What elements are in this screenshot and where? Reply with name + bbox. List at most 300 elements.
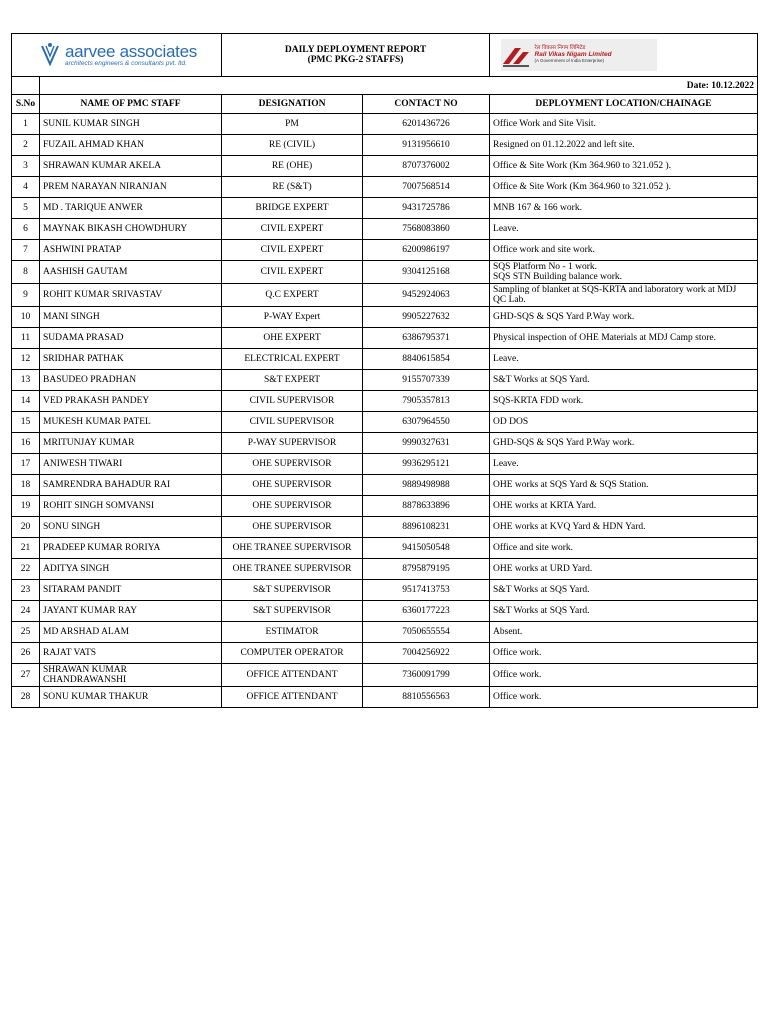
- cell-name-text: BASUDEO PRADHAN: [43, 375, 137, 385]
- cell-designation-text: OHE EXPERT: [263, 333, 321, 343]
- cell-contact-text: 9131956610: [402, 140, 450, 150]
- cell-name: [40, 433, 222, 454]
- cell-sno-text: 18: [20, 480, 31, 490]
- cell-name: [40, 349, 222, 370]
- cell-name-text: MD ARSHAD ALAM: [43, 627, 130, 637]
- cell-contact-text: 8840615854: [402, 354, 450, 364]
- cell-contact: [363, 475, 490, 496]
- cell-name: [40, 687, 222, 708]
- aarvee-logo: [12, 34, 221, 76]
- cell-name-text: FUZAIL AHMAD KHAN: [43, 140, 144, 150]
- cell-location-text: Office & Site Work (Km 364.960 to 321.052 ).: [493, 161, 672, 171]
- cell-designation-text: PM: [285, 119, 299, 129]
- cell-location: [490, 391, 758, 412]
- cell-designation-text: S&T SUPERVISOR: [253, 585, 332, 595]
- cell-designation: [222, 370, 363, 391]
- table-row: [12, 412, 758, 433]
- cell-sno: [12, 601, 40, 622]
- cell-sno: [12, 454, 40, 475]
- cell-sno-text: 14: [20, 396, 31, 406]
- cell-name: [40, 135, 222, 156]
- cell-name: [40, 328, 222, 349]
- table-row: [12, 622, 758, 643]
- cell-name-text: SONU KUMAR THAKUR: [43, 692, 149, 702]
- cell-designation: [222, 687, 363, 708]
- cell-location-text: MNB 167 & 166 work.: [493, 203, 582, 213]
- cell-name: [40, 622, 222, 643]
- cell-contact-text: 8896108231: [402, 522, 450, 532]
- rvnl-logo: [501, 39, 657, 71]
- cell-designation-text: RE (S&T): [272, 182, 312, 192]
- cell-location-text: Sampling of blanket at SQS-KRTA and laboratory work at MDJ: [493, 285, 737, 295]
- cell-designation: [222, 538, 363, 559]
- cell-name-text: MD . TARIQUE ANWER: [43, 203, 143, 213]
- cell-sno-text: 16: [20, 438, 31, 448]
- cell-sno: [12, 412, 40, 433]
- cell-designation-text: Q.C EXPERT: [265, 290, 319, 300]
- cell-location: [490, 370, 758, 391]
- cell-location-text: OHE works at URD Yard.: [493, 564, 593, 574]
- cell-designation: [222, 454, 363, 475]
- cell-location-text: Office and site work.: [493, 543, 574, 553]
- cell-name: [40, 538, 222, 559]
- cell-contact: [363, 328, 490, 349]
- cell-name-text: MAYNAK BIKASH CHOWDHURY: [43, 224, 188, 234]
- cell-location-text: OD DOS: [493, 417, 529, 427]
- cell-location-text: S&T Works at SQS Yard.: [493, 585, 590, 595]
- cell-contact-text: 7568083860: [402, 224, 450, 234]
- table-row: [12, 349, 758, 370]
- cell-location: [490, 601, 758, 622]
- cell-designation: [222, 559, 363, 580]
- cell-designation-text: P-WAY SUPERVISOR: [247, 438, 337, 448]
- cell-location: [490, 261, 758, 284]
- cell-location-text: SQS-KRTA FDD work.: [493, 396, 584, 406]
- cell-sno-text: 7: [23, 245, 28, 255]
- rvnl-logo-hindi: रेल विकास निगम लिमिटेड: [534, 45, 586, 52]
- table-row: [12, 219, 758, 240]
- cell-name-text: ROHIT SINGH SOMVANSI: [43, 501, 155, 511]
- cell-designation-text: CIVIL EXPERT: [260, 267, 324, 277]
- table-row: [12, 664, 758, 687]
- rvnl-emblem-icon: [501, 42, 531, 68]
- cell-designation: [222, 517, 363, 538]
- cell-contact: [363, 412, 490, 433]
- cell-contact-text: 9936295121: [402, 459, 450, 469]
- cell-sno: [12, 261, 40, 284]
- cell-designation-text: OFFICE ATTENDANT: [246, 692, 338, 702]
- cell-contact-text: 6200986197: [402, 245, 450, 255]
- cell-sno-text: 19: [20, 501, 31, 511]
- cell-contact: [363, 198, 490, 219]
- cell-contact-text: 6386795371: [402, 333, 450, 343]
- cell-location: [490, 559, 758, 580]
- cell-location-text: Office work and site work.: [493, 245, 595, 255]
- cell-location-text: Office work.: [493, 670, 542, 680]
- table-row: [12, 687, 758, 708]
- table-row: [12, 156, 758, 177]
- report-title-line2: (PMC PKG-2 STAFFS): [307, 55, 404, 65]
- cell-contact-text: 8878633896: [402, 501, 450, 511]
- cell-designation-text: OFFICE ATTENDANT: [246, 670, 338, 680]
- cell-name: [40, 664, 222, 687]
- table-row: [12, 114, 758, 135]
- cell-contact-text: 9990327631: [402, 438, 450, 448]
- cell-sno: [12, 433, 40, 454]
- aarvee-logo-icon: [38, 42, 62, 68]
- table-row: [12, 559, 758, 580]
- cell-sno-text: 13: [20, 375, 31, 385]
- cell-sno-text: 1: [23, 119, 28, 129]
- cell-location-text: QC Lab.: [493, 295, 526, 305]
- cell-sno-text: 8: [23, 267, 28, 277]
- cell-designation: [222, 156, 363, 177]
- cell-name-text: JAYANT KUMAR RAY: [43, 606, 138, 616]
- cell-contact-text: 9452924063: [402, 290, 450, 300]
- cell-contact: [363, 433, 490, 454]
- cell-designation: [222, 261, 363, 284]
- col-header-location: DEPLOYMENT LOCATION/CHAINAGE: [490, 95, 758, 114]
- cell-contact: [363, 156, 490, 177]
- cell-sno: [12, 664, 40, 687]
- cell-designation-text: OHE SUPERVISOR: [252, 480, 332, 490]
- cell-name-text: ADITYA SINGH: [43, 564, 110, 574]
- rvnl-logo-name: Rail Vikas Nigam Limited: [534, 51, 612, 59]
- cell-location: [490, 433, 758, 454]
- cell-contact-text: 8707376002: [402, 161, 450, 171]
- report-date: Date: 10.12.2022: [40, 77, 758, 95]
- cell-name: [40, 517, 222, 538]
- cell-designation: [222, 412, 363, 433]
- cell-name: [40, 391, 222, 412]
- cell-contact-text: 9889498988: [402, 480, 450, 490]
- cell-location: [490, 496, 758, 517]
- cell-name: [40, 559, 222, 580]
- cell-location-text: OHE works at KVQ Yard & HDN Yard.: [493, 522, 646, 532]
- table-row: [12, 135, 758, 156]
- cell-designation: [222, 240, 363, 261]
- cell-designation: [222, 114, 363, 135]
- cell-designation-text: CIVIL SUPERVISOR: [249, 417, 335, 427]
- cell-sno: [12, 135, 40, 156]
- cell-name: [40, 307, 222, 328]
- cell-designation-text: CIVIL EXPERT: [260, 245, 324, 255]
- table-row: [12, 517, 758, 538]
- cell-sno: [12, 370, 40, 391]
- cell-designation-text: ELECTRICAL EXPERT: [244, 354, 340, 364]
- cell-location-text: GHD-SQS & SQS Yard P.Way work.: [493, 312, 635, 322]
- cell-name-text: SITARAM PANDIT: [43, 585, 122, 595]
- report-title: [222, 34, 490, 77]
- cell-designation-text: S&T EXPERT: [264, 375, 321, 385]
- cell-designation: [222, 219, 363, 240]
- cell-name: [40, 177, 222, 198]
- cell-designation: [222, 135, 363, 156]
- cell-name-text: SHRAWAN KUMAR AKELA: [43, 161, 161, 171]
- cell-designation: [222, 664, 363, 687]
- cell-name: [40, 261, 222, 284]
- cell-contact: [363, 307, 490, 328]
- cell-sno: [12, 517, 40, 538]
- cell-location-text: Leave.: [493, 354, 519, 364]
- cell-name: [40, 284, 222, 307]
- cell-name: [40, 496, 222, 517]
- cell-designation-text: P-WAY Expert: [263, 312, 321, 322]
- cell-sno-text: 11: [20, 333, 31, 343]
- cell-location-text: Office work.: [493, 692, 542, 702]
- cell-contact-text: 9415050548: [402, 543, 450, 553]
- cell-contact: [363, 240, 490, 261]
- cell-designation-text: ESTIMATOR: [265, 627, 319, 637]
- cell-designation: [222, 580, 363, 601]
- cell-contact: [363, 114, 490, 135]
- cell-designation-text: RE (OHE): [271, 161, 313, 171]
- cell-contact: [363, 687, 490, 708]
- cell-contact-text: 9517413753: [402, 585, 450, 595]
- cell-designation: [222, 349, 363, 370]
- cell-sno: [12, 284, 40, 307]
- cell-name-text: ROHIT KUMAR SRIVASTAV: [43, 290, 163, 300]
- cell-location-text: Resigned on 01.12.2022 and left site.: [493, 140, 635, 150]
- cell-designation: [222, 198, 363, 219]
- cell-location-text: OHE works at KRTA Yard.: [493, 501, 597, 511]
- cell-name-text: ASHWINI PRATAP: [43, 245, 122, 255]
- cell-sno-text: 24: [20, 606, 31, 616]
- cell-name: [40, 580, 222, 601]
- cell-designation: [222, 643, 363, 664]
- cell-name-text: CHANDRAWANSHI: [43, 675, 127, 685]
- table-row: [12, 496, 758, 517]
- table-row: [12, 240, 758, 261]
- cell-location: [490, 219, 758, 240]
- col-header-designation: DESIGNATION: [222, 95, 363, 114]
- report-title-line1: DAILY DEPLOYMENT REPORT: [284, 45, 427, 55]
- cell-sno-text: 26: [20, 648, 31, 658]
- cell-location: [490, 622, 758, 643]
- col-header-contact: CONTACT NO: [363, 95, 490, 114]
- cell-sno-text: 10: [20, 312, 31, 322]
- cell-designation-text: S&T SUPERVISOR: [253, 606, 332, 616]
- cell-sno-text: 21: [20, 543, 31, 553]
- cell-contact: [363, 643, 490, 664]
- rvnl-logo-sub: (A Government of India Enterprise): [534, 57, 605, 63]
- deployment-report-table: [11, 33, 758, 708]
- date-row-spacer: [12, 77, 40, 95]
- cell-contact: [363, 261, 490, 284]
- table-row: [12, 307, 758, 328]
- cell-contact: [363, 349, 490, 370]
- cell-name: [40, 114, 222, 135]
- cell-designation: [222, 601, 363, 622]
- cell-sno: [12, 538, 40, 559]
- cell-sno: [12, 475, 40, 496]
- cell-name-text: PREM NARAYAN NIRANJAN: [43, 182, 167, 192]
- cell-contact: [363, 559, 490, 580]
- cell-location-text: Office & Site Work (Km 364.960 to 321.052 ).: [493, 182, 672, 192]
- cell-contact: [363, 391, 490, 412]
- cell-location: [490, 307, 758, 328]
- cell-contact-text: 6307964550: [402, 417, 450, 427]
- aarvee-logo-cell: [12, 34, 222, 77]
- cell-location: [490, 177, 758, 198]
- cell-location: [490, 454, 758, 475]
- cell-name-text: VED PRAKASH PANDEY: [43, 396, 150, 406]
- cell-location: [490, 643, 758, 664]
- cell-location-text: Leave.: [493, 459, 519, 469]
- cell-designation: [222, 622, 363, 643]
- cell-contact: [363, 580, 490, 601]
- cell-designation-text: OHE SUPERVISOR: [252, 459, 332, 469]
- cell-designation-text: CIVIL SUPERVISOR: [249, 396, 335, 406]
- cell-location: [490, 580, 758, 601]
- table-row: [12, 538, 758, 559]
- cell-location: [490, 284, 758, 307]
- cell-sno-text: 2: [23, 140, 28, 150]
- cell-contact: [363, 219, 490, 240]
- cell-sno-text: 5: [23, 203, 28, 213]
- cell-location: [490, 349, 758, 370]
- cell-sno-text: 27: [20, 670, 31, 680]
- cell-name: [40, 475, 222, 496]
- col-header-sno: S.No: [12, 95, 40, 114]
- cell-contact: [363, 454, 490, 475]
- cell-sno-text: 6: [23, 224, 28, 234]
- cell-name-text: SHRAWAN KUMAR: [43, 665, 127, 675]
- column-header-row: [12, 95, 758, 114]
- cell-designation-text: COMPUTER OPERATOR: [240, 648, 344, 658]
- cell-name-text: SUDAMA PRASAD: [43, 333, 124, 343]
- cell-designation: [222, 475, 363, 496]
- cell-name-text: MRITUNJAY KUMAR: [43, 438, 135, 448]
- cell-sno: [12, 622, 40, 643]
- cell-sno: [12, 687, 40, 708]
- cell-name: [40, 240, 222, 261]
- cell-designation: [222, 328, 363, 349]
- cell-sno-text: 17: [20, 459, 31, 469]
- cell-designation: [222, 177, 363, 198]
- cell-sno: [12, 198, 40, 219]
- cell-location: [490, 517, 758, 538]
- cell-name: [40, 454, 222, 475]
- cell-location: [490, 475, 758, 496]
- cell-location: [490, 538, 758, 559]
- table-row: [12, 261, 758, 284]
- table-row: [12, 391, 758, 412]
- cell-location-text: SQS Platform No - 1 work.: [493, 262, 597, 272]
- cell-location-text: Office Work and Site Visit.: [493, 119, 596, 129]
- cell-name: [40, 219, 222, 240]
- date-row: [12, 77, 758, 95]
- cell-sno: [12, 580, 40, 601]
- cell-designation: [222, 496, 363, 517]
- cell-location-text: Physical inspection of OHE Materials at MDJ Camp store.: [493, 333, 716, 343]
- cell-contact-text: 8795879195: [402, 564, 450, 574]
- cell-location-text: S&T Works at SQS Yard.: [493, 606, 590, 616]
- cell-location-text: S&T Works at SQS Yard.: [493, 375, 590, 385]
- cell-contact: [363, 622, 490, 643]
- aarvee-logo-name: aarvee associates: [65, 41, 197, 61]
- cell-name-text: ANIWESH TIWARI: [43, 459, 123, 469]
- cell-contact: [363, 601, 490, 622]
- cell-contact-text: 7004256922: [402, 648, 450, 658]
- cell-sno: [12, 391, 40, 412]
- cell-designation: [222, 307, 363, 328]
- cell-sno: [12, 219, 40, 240]
- cell-sno: [12, 328, 40, 349]
- table-row: [12, 601, 758, 622]
- cell-designation-text: BRIDGE EXPERT: [255, 203, 329, 213]
- cell-designation-text: CIVIL EXPERT: [260, 224, 324, 234]
- cell-contact: [363, 664, 490, 687]
- cell-location: [490, 412, 758, 433]
- cell-contact-text: 9304125168: [402, 267, 450, 277]
- cell-location: [490, 135, 758, 156]
- cell-name: [40, 156, 222, 177]
- table-row: [12, 643, 758, 664]
- cell-contact-text: 9905227632: [402, 312, 450, 322]
- cell-location: [490, 328, 758, 349]
- cell-sno: [12, 307, 40, 328]
- cell-designation: [222, 284, 363, 307]
- cell-name-text: PRADEEP KUMAR RORIYA: [43, 543, 161, 553]
- cell-sno-text: 20: [20, 522, 31, 532]
- cell-sno: [12, 349, 40, 370]
- cell-contact: [363, 177, 490, 198]
- cell-contact-text: 6360177223: [402, 606, 450, 616]
- cell-sno-text: 4: [23, 182, 28, 192]
- table-row: [12, 454, 758, 475]
- cell-contact-text: 6201436726: [402, 119, 450, 129]
- cell-location-text: OHE works at SQS Yard & SQS Station.: [493, 480, 649, 490]
- col-header-name: NAME OF PMC STAFF: [40, 95, 222, 114]
- cell-name-text: MANI SINGH: [43, 312, 100, 322]
- cell-designation-text: RE (CIVIL): [268, 140, 316, 150]
- cell-sno: [12, 156, 40, 177]
- cell-sno: [12, 643, 40, 664]
- cell-location-text: GHD-SQS & SQS Yard P.Way work.: [493, 438, 635, 448]
- cell-name-text: SONU SINGH: [43, 522, 101, 532]
- report-header-row: [12, 34, 758, 77]
- cell-sno: [12, 240, 40, 261]
- cell-sno-text: 23: [20, 585, 31, 595]
- aarvee-logo-tagline: architects engineers & consultants pvt. ltd.: [65, 59, 187, 67]
- cell-sno-text: 28: [20, 692, 31, 702]
- cell-sno-text: 25: [20, 627, 31, 637]
- cell-sno: [12, 496, 40, 517]
- cell-contact-text: 7905357813: [402, 396, 450, 406]
- cell-name-text: MUKESH KUMAR PATEL: [43, 417, 151, 427]
- cell-contact: [363, 496, 490, 517]
- cell-location-text: Leave.: [493, 224, 519, 234]
- cell-location: [490, 114, 758, 135]
- cell-location: [490, 198, 758, 219]
- cell-location: [490, 156, 758, 177]
- cell-name-text: SRIDHAR PATHAK: [43, 354, 124, 364]
- cell-contact-text: 7360091799: [402, 670, 450, 680]
- rvnl-logo-cell: [490, 34, 758, 77]
- cell-contact: [363, 284, 490, 307]
- cell-location: [490, 240, 758, 261]
- cell-name-text: AASHISH GAUTAM: [43, 267, 128, 277]
- cell-sno: [12, 177, 40, 198]
- cell-designation: [222, 391, 363, 412]
- table-row: [12, 580, 758, 601]
- cell-contact-text: 8810556563: [402, 692, 450, 702]
- table-row: [12, 475, 758, 496]
- cell-name: [40, 198, 222, 219]
- cell-sno-text: 9: [23, 290, 28, 300]
- cell-sno-text: 12: [20, 354, 31, 364]
